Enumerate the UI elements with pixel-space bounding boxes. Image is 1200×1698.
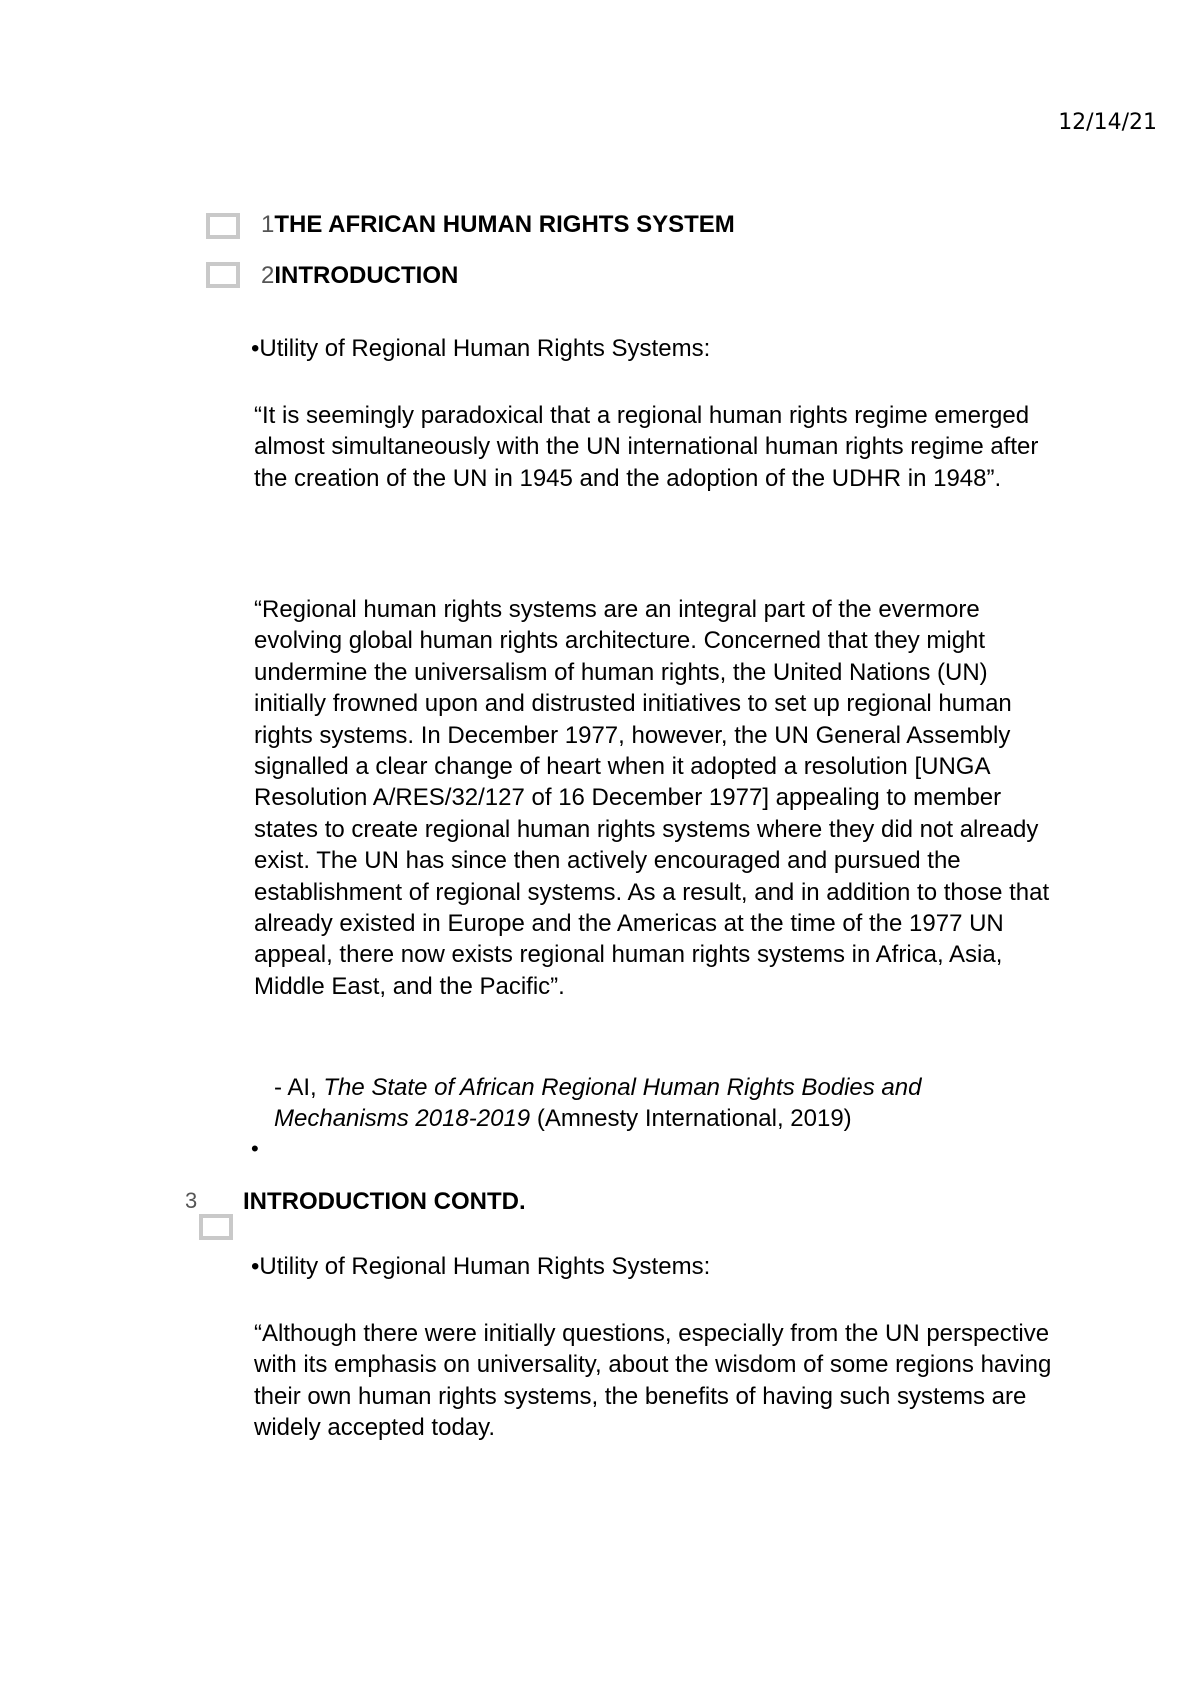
slide-number-2: 2 xyxy=(261,262,275,289)
slide-2-heading xyxy=(261,261,458,291)
slide-thumbnail-1[interactable] xyxy=(206,213,240,239)
slide-3-title: INTRODUCTION CONTD. xyxy=(243,1188,526,1215)
quote-2-text: “Regional human rights systems are an integral part of the evermore evolving global human rights architecture. Concerned that they might undermine the universalism of human rights, the United Nations (UN) initially frowned upon and distrusted initiatives to set up regional human rights systems. In December 1977, however, the UN General Assembly signalled a clear change of heart when it adopted a resolution [UNGA Resolution A/RES/32/127 of 16 December 1977] appealing to member states to create regional human rights systems where they did not already exist. The UN has since then actively encouraged and pursued the establishment of regional systems. As a result, and in addition to those that already existed in Europe and the Americas at the time of the 1977 UN appeal, there now exists regional human rights systems in Africa, Asia, Middle East, and the Pacific”. xyxy=(254,596,1050,1000)
trailing-bullet: • xyxy=(251,1136,259,1161)
slide-3-quote xyxy=(254,1318,1054,1444)
quote-3-text: “Although there were initially questions, especially from the UN perspective with its emphasis on universality, about the wisdom of some regions having their own human rights systems, the benefits of having such systems are widely accepted today. xyxy=(254,1320,1052,1442)
citation-prefix: - AI, xyxy=(274,1074,324,1101)
citation-title-line2: Mechanisms 2018-2019 xyxy=(274,1105,531,1133)
slide-3-bullet: •Utility of Regional Human Rights Systems: xyxy=(251,1253,711,1280)
slide-number-1: 1 xyxy=(261,211,275,238)
slide-1-title: THE AFRICAN HUMAN RIGHTS SYSTEM xyxy=(274,211,735,238)
slide-2-title: INTRODUCTION xyxy=(274,262,459,289)
quote-1-text: “It is seemingly paradoxical that a regional human rights regime emerged almost simultaneously with the UN international human rights regime after the creation of the UN in 1945 and the adoption of the UDHR in 1948”. xyxy=(254,402,1039,492)
slide-3-heading xyxy=(243,1187,526,1217)
date-header: 12/14/21 xyxy=(1058,110,1157,135)
slide-2-bullet: •Utility of Regional Human Rights Systems: xyxy=(251,335,711,362)
slide-thumbnail-2[interactable] xyxy=(206,262,240,288)
slide-number-3: 3 xyxy=(185,1188,198,1213)
slide-2-quote-2 xyxy=(254,594,1054,1002)
slide-1-heading xyxy=(261,210,735,240)
citation xyxy=(274,1072,921,1135)
citation-suffix: (Amnesty International, 2019) xyxy=(530,1105,852,1133)
citation-title-line1: The State of African Regional Human Rights Bodies and xyxy=(323,1074,922,1101)
slide-thumbnail-3[interactable] xyxy=(199,1214,233,1240)
slide-2-quote-1 xyxy=(254,400,1054,494)
